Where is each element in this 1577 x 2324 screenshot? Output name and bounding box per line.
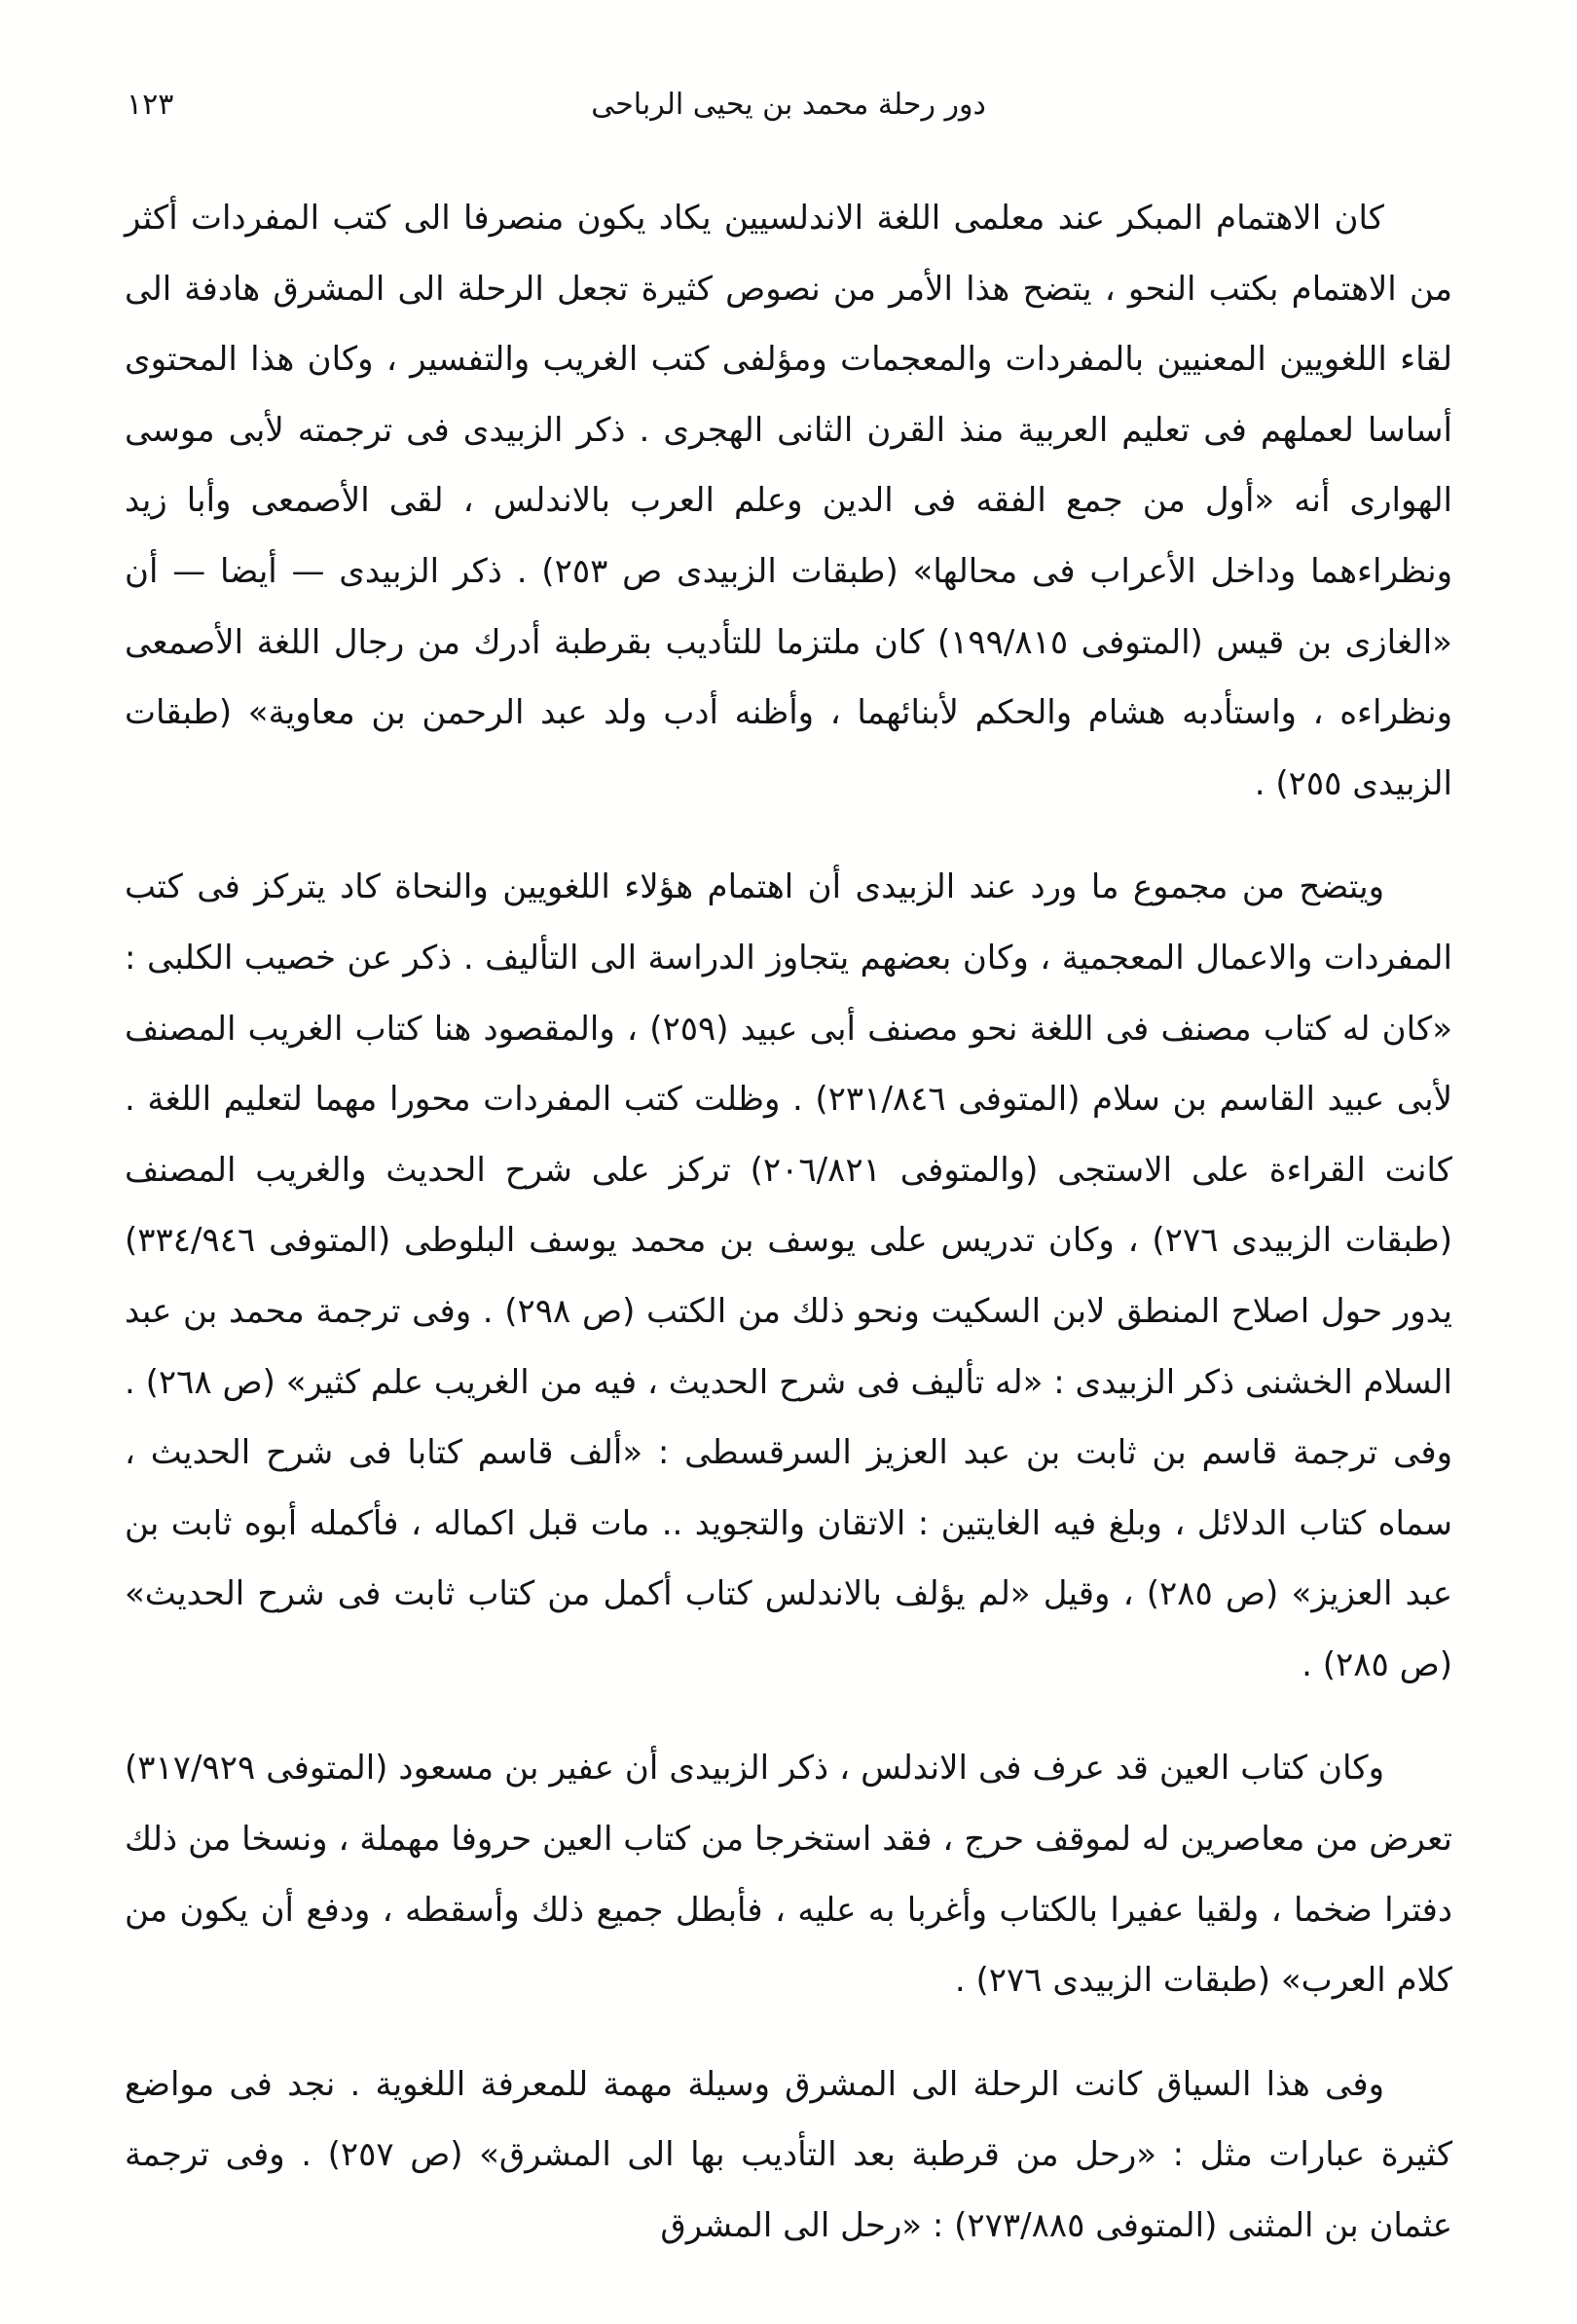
page-header [127, 86, 1450, 134]
paragraph-4: وفى هذا السياق كانت الرحلة الى المشرق وسيلة مهمة للمعرفة اللغوية . نجد فى مواضع كثيرة عبارات مثل : «رحل من قرطبة بعد التأديب بها الى المشرق» (ص ٢٥٧) . وفى ترجمة عثمان بن المثنى (المتوفى ٢٧٣/٨٨٥) : «رحل الى المشرق [125, 2064, 1452, 2246]
page-body [125, 183, 1452, 2295]
paragraph-2: ويتضح من مجموع ما ورد عند الزبيدى أن اهتمام هؤلاء اللغويين والنحاة كاد يتركز فى كتب المفردات والاعمال المعجمية ، وكان بعضهم يتجاوز الدراسة الى التأليف . ذكر عن خصيب الكلبى : «كان له كتاب مصنف فى اللغة نحو مصنف أبى عبيد (٢٥٩) ، والمقصود هنا كتاب الغريب المصنف لأبى عبيد القاسم بن سلام (المتوفى ٢٣١/٨٤٦) . وظلت كتب المفردات محورا مهما لتعليم اللغة . كانت القراءة على الاستجى (والمتوفى ٢٠٦/٨٢١) تركز على شرح الحديث والغريب المصنف (طبقات الزبيدى ٢٧٦) ، وكان تدريس على يوسف بن محمد يوسف البلوطى (المتوفى ٣٣٤/٩٤٦) يدور حول اصلاح المنطق لابن السكيت ونحو ذلك من الكتب (ص ٢٩٨) . وفى ترجمة محمد بن عبد السلام الخشنى ذكر الزبيدى : «له تأليف فى شرح الحديث ، فيه من الغريب علم كثير» (ص ٢٦٨) . وفى ترجمة قاسم بن ثابت بن عبد العزيز السرقسطى : «ألف قاسم كتابا فى شرح الحديث ، سماه كتاب الدلائل ، وبلغ فيه الغايتين : الاتقان والتجويد .. مات قبل اكماله ، فأكمله أبوه ثابت بن عبد العزيز» (ص ٢٨٥) ، وقيل «لم يؤلف بالاندلس كتاب أكمل من كتاب ثابت فى شرح الحديث» (ص ٢٨٥) . [125, 867, 1452, 1684]
paragraph-3: وكان كتاب العين قد عرف فى الاندلس ، ذكر الزبيدى أن عفير بن مسعود (المتوفى ٣١٧/٩٢٩) تعرض من معاصرين له لموقف حرج ، فقد استخرجا من كتاب العين حروفا مهملة ، ونسخا من ذلك دفترا ضخما ، ولقيا عفيرا بالكتاب وأغربا به عليه ، فأبطل جميع ذلك وأسقطه ، ودفع أن يكون من كلام العرب» (طبقات الزبيدى ٢٧٦) . [125, 1749, 1452, 2001]
running-title: دور رحلة محمد بن يحيى الرباحى [591, 88, 986, 122]
paragraph-1: كان الاهتمام المبكر عند معلمى اللغة الاندلسيين يكاد يكون منصرفا الى كتب المفردات أكثر من الاهتمام بكتب النحو ، يتضح هذا الأمر من نصوص كثيرة تجعل الرحلة الى المشرق هادفة الى لقاء اللغويين المعنيين بالمفردات والمعجمات ومؤلفى كتب الغريب والتفسير ، وكان هذا المحتوى أساسا لعملهم فى تعليم العربية منذ القرن الثانى الهجرى . ذكر الزبيدى فى ترجمته لأبى موسى الهوارى أنه «أول من جمع الفقه فى الدين وعلم العرب بالاندلس ، لقى الأصمعى وأبا زيد ونظراءهما وداخل الأعراب فى محالها» (طبقات الزبيدى ص ٢٥٣) . ذكر الزبيدى — أيضا — أن «الغازى بن قيس (المتوفى ١٩٩/٨١٥) كان ملتزما للتأديب بقرطبة أدرك من رجال اللغة الأصمعى ونظراءه ، واستأدبه هشام والحكم لأبنائهما ، وأظنه أدب ولد عبد الرحمن بن معاوية» (طبقات الزبيدى ٢٥٥) . [125, 199, 1452, 803]
page-number: ١٢٣ [127, 88, 174, 122]
